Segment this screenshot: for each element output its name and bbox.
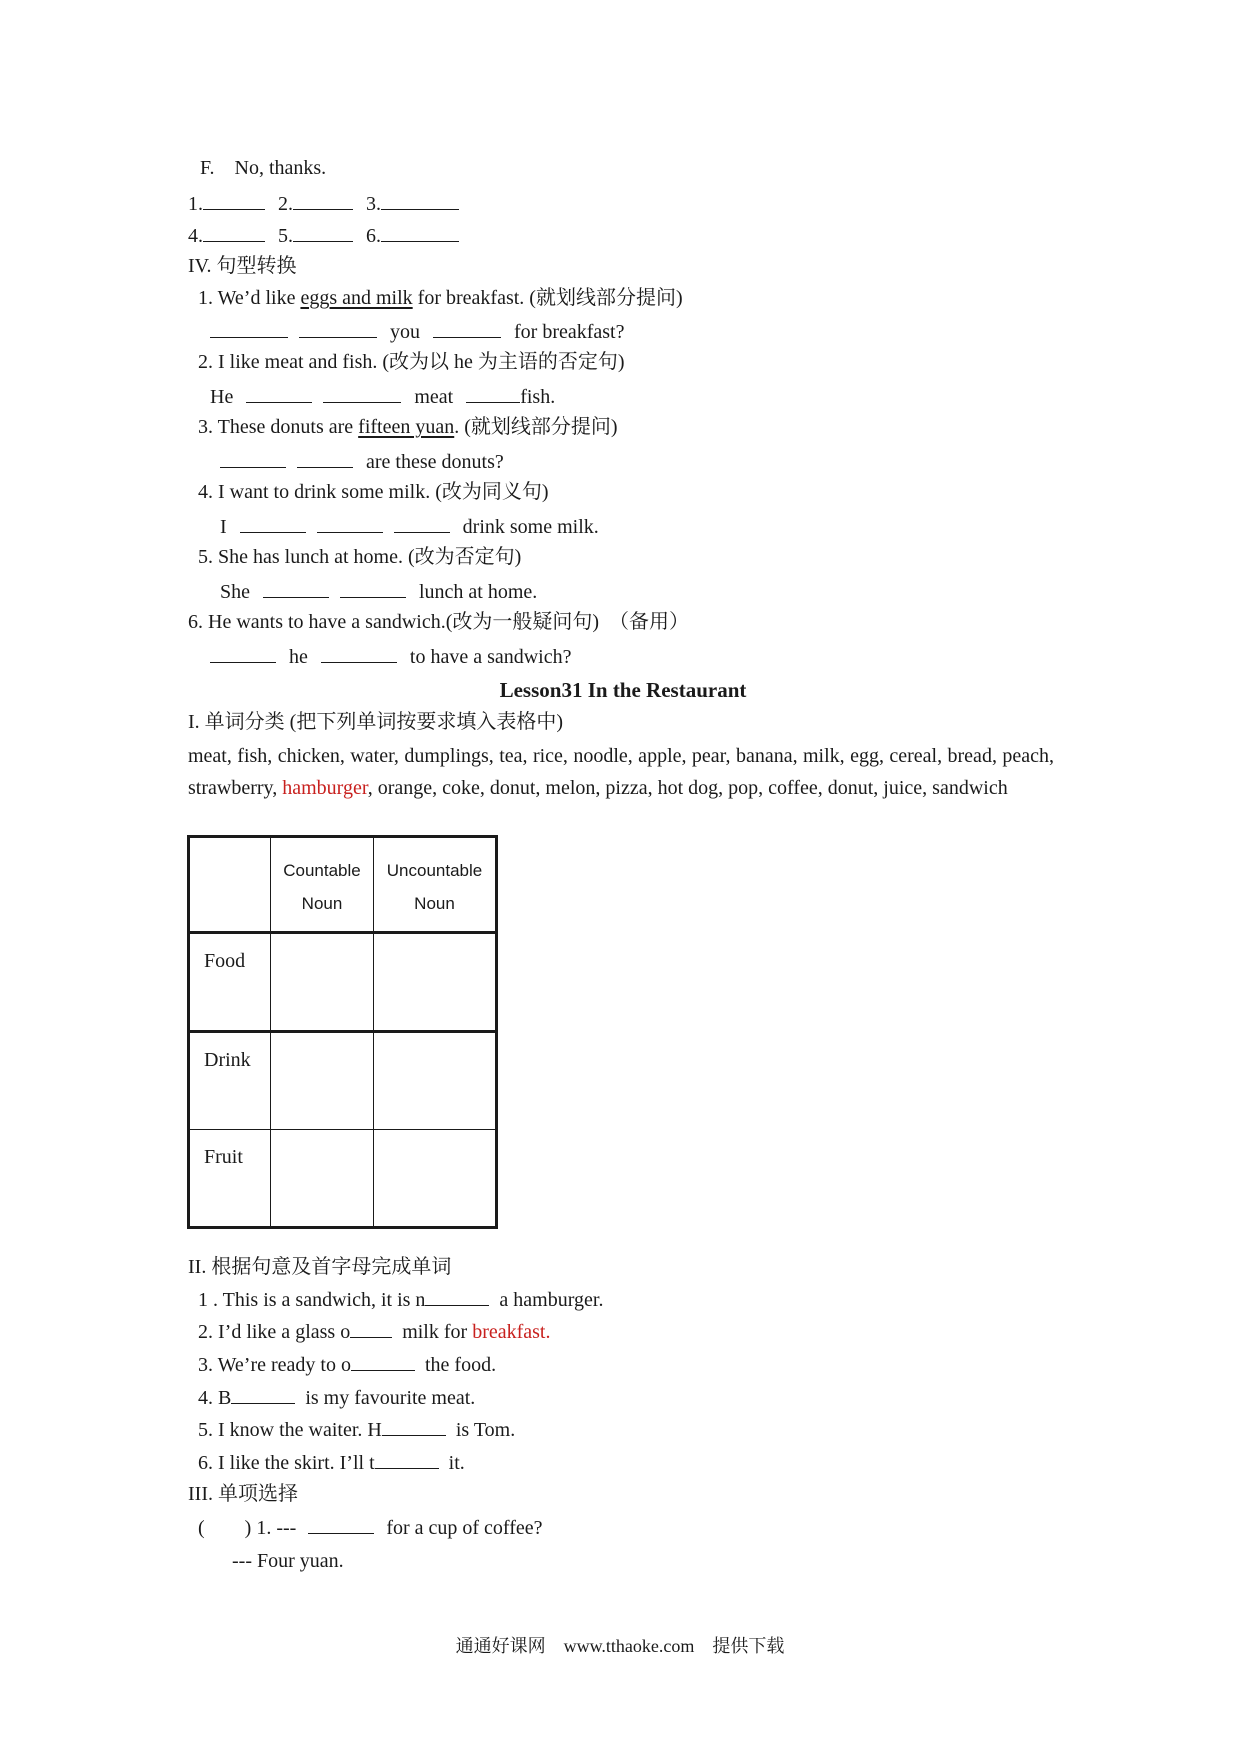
table-cell[interactable] <box>271 933 374 1032</box>
table-cell[interactable] <box>271 1032 374 1130</box>
answer-blank[interactable] <box>381 192 459 210</box>
answer-blank[interactable] <box>425 1288 489 1306</box>
s4-answer-3: are these donuts? <box>220 450 504 474</box>
s2-question-4: 4. B is my favourite meat. <box>198 1387 476 1409</box>
s2-question-5: 5. I know the waiter. H is Tom. <box>198 1419 516 1441</box>
s2-question-3: 3. We’re ready to o the food. <box>198 1354 497 1376</box>
answer-blank[interactable] <box>321 645 397 663</box>
answer-blank[interactable] <box>203 192 265 210</box>
table-cell[interactable] <box>374 1032 497 1130</box>
answer-blank[interactable] <box>466 385 520 403</box>
word-list: meat, fish, chicken, water, dumplings, tea, rice, noodle, apple, pear, banana, milk, egg, cereal, bread, peach, strawberry, hamburger, orange, coke, donut, melon, pizza, hot dog, pop, coffee, donut, juice, sandwich <box>188 745 1054 799</box>
table-cell[interactable] <box>374 1130 497 1228</box>
answer-blank[interactable] <box>350 1320 392 1338</box>
table-row-label-fruit: Fruit <box>189 1130 271 1228</box>
answer-blank[interactable] <box>340 580 406 598</box>
lesson-section-1-heading: I. 单词分类 (把下列单词按要求填入表格中) <box>188 711 563 733</box>
s4-answer-5: She lunch at home. <box>220 581 538 603</box>
table-cell[interactable] <box>271 1130 374 1228</box>
answer-blank[interactable] <box>220 450 286 468</box>
s2-question-1: 1 . This is a sandwich, it is n a hamburger. <box>198 1289 604 1311</box>
answer-row-1 <box>188 192 459 216</box>
s4-answer-2: He meat fish. <box>210 386 556 408</box>
answer-label: 1. <box>188 193 203 215</box>
classification-table <box>187 835 498 1229</box>
s4-question-5: 5. She has lunch at home. (改为否定句) <box>198 546 522 568</box>
answer-blank[interactable] <box>246 385 312 403</box>
answer-label: 6. <box>366 225 381 247</box>
answer-blank[interactable] <box>240 515 306 533</box>
answer-blank[interactable] <box>299 320 377 338</box>
answer-blank[interactable] <box>394 515 450 533</box>
highlighted-word: hamburger <box>282 777 368 799</box>
answer-label: 5. <box>278 225 293 247</box>
s4-question-6: 6. He wants to have a sandwich.(改为一般疑问句) （备用） <box>188 611 690 633</box>
table-header-uncountable: Uncountable Noun <box>374 837 497 933</box>
answer-blank[interactable] <box>308 1516 374 1534</box>
answer-blank[interactable] <box>210 320 288 338</box>
answer-blank[interactable] <box>375 1451 439 1469</box>
answer-blank[interactable] <box>297 450 353 468</box>
answer-blank[interactable] <box>351 1353 415 1371</box>
s4-question-3: 3. These donuts are fifteen yuan. (就划线部分提问) <box>198 416 618 438</box>
table-header-countable: Countable Noun <box>271 837 374 933</box>
answer-label: 3. <box>366 193 381 215</box>
s2-question-6: 6. I like the skirt. I’ll t it. <box>198 1452 465 1474</box>
lesson-title: Lesson31 In the Restaurant <box>499 678 747 702</box>
table-row-label-drink: Drink <box>189 1032 271 1130</box>
answer-blank[interactable] <box>317 515 383 533</box>
s4-question-4: 4. I want to drink some milk. (改为同义句) <box>198 481 549 503</box>
section-4-heading: IV. 句型转换 <box>188 255 297 277</box>
answer-label: 4. <box>188 225 203 247</box>
page-footer: 通通好课网 www.tthaoke.com 提供下载 <box>455 1636 785 1656</box>
answer-blank[interactable] <box>293 224 353 242</box>
answer-blank[interactable] <box>433 320 501 338</box>
answer-blank[interactable] <box>210 645 276 663</box>
table-cell[interactable] <box>374 933 497 1032</box>
table-corner-cell <box>189 837 271 933</box>
s2-question-2: 2. I’d like a glass o milk for breakfast. <box>198 1321 551 1343</box>
option-f: F. No, thanks. <box>200 157 327 179</box>
s4-question-2: 2. I like meat and fish. (改为以 he 为主语的否定句) <box>198 351 625 373</box>
s4-answer-1: you for breakfast? <box>210 320 625 344</box>
answer-blank[interactable] <box>382 1418 446 1436</box>
answer-blank[interactable] <box>323 385 401 403</box>
lesson-section-3-heading: III. 单项选择 <box>188 1483 298 1505</box>
answer-blank[interactable] <box>293 192 353 210</box>
answer-row-2 <box>188 224 459 248</box>
s3-reply-1: --- Four yuan. <box>232 1550 344 1572</box>
s4-answer-4: I drink some milk. <box>220 516 599 538</box>
answer-blank[interactable] <box>263 580 329 598</box>
lesson-section-2-heading: II. 根据句意及首字母完成单词 <box>188 1256 452 1278</box>
answer-blank[interactable] <box>231 1386 295 1404</box>
answer-blank[interactable] <box>381 224 459 242</box>
answer-label: 2. <box>278 193 293 215</box>
s3-question-1: ( ) 1. --- for a cup of coffee? <box>198 1517 543 1539</box>
answer-blank[interactable] <box>203 224 265 242</box>
s4-answer-6: he to have a sandwich? <box>210 645 572 669</box>
s4-question-1: 1. We’d like eggs and milk for breakfast. (就划线部分提问) <box>198 287 683 309</box>
table-row-label-food: Food <box>189 933 271 1032</box>
